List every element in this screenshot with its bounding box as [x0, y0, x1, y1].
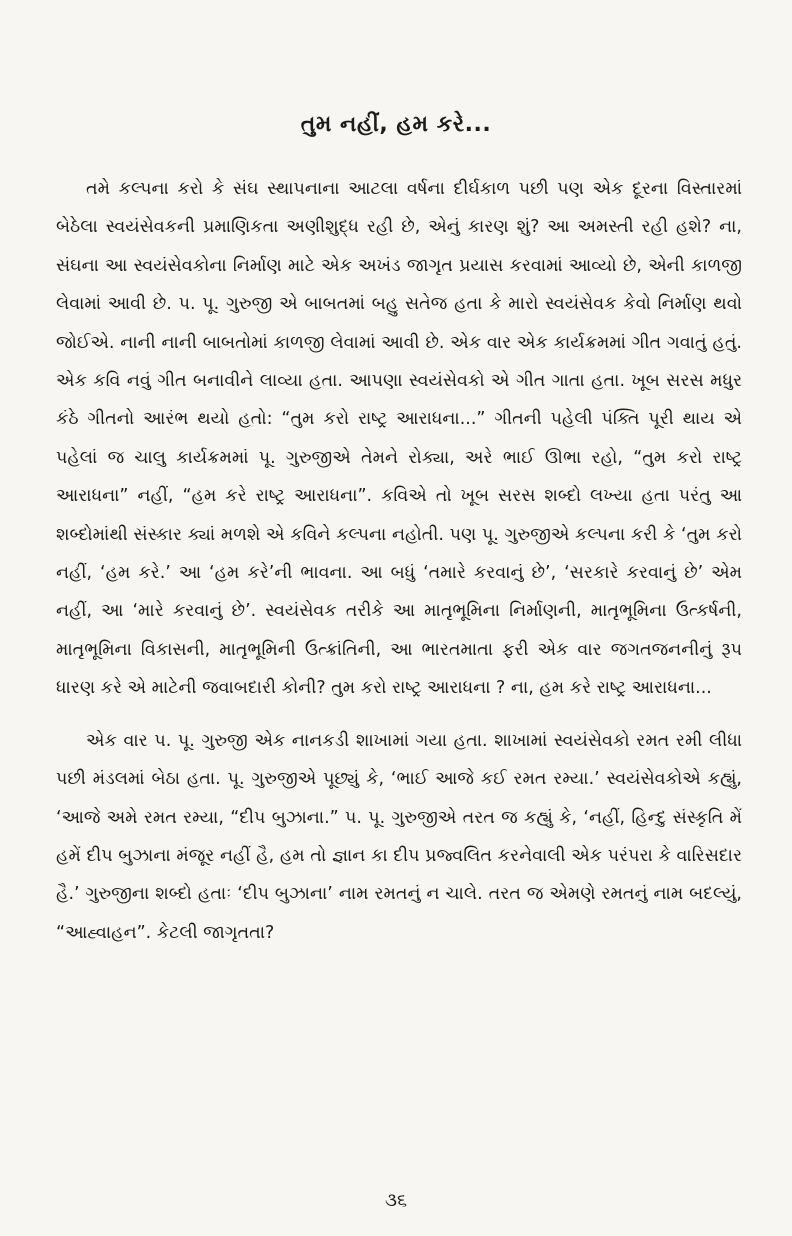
body-text	[56, 170, 742, 952]
paragraph-2: એક વાર પ. પૂ. ગુરુજી એક નાનકડી શાખામાં ગયા હતા. શાખામાં સ્વયંસેવકો રમત રમી લીધા પછી મંડલમાં બેઠા હતા. પૂ. ગુરુજીએ પૂછ્યું કે, ‘ભાઈ આજે કઈ રમત રમ્યા.’ સ્વયંસેવકોએ કહ્યું, ‘આજે અમે રમત રમ્યા, “દીપ બુઝાના.” પ. પૂ. ગુરુજીએ તરત જ કહ્યું કે, ‘નહીં, હિન્દુ સંસ્કૃતિ મેં હમેં દીપ બુઝાના મંજૂર નહીં હૈ, હમ તો જ્ઞાન કા દીપ પ્રજ્વલિત કરનેવાલી એક પરંપરા કે વારિસદાર હૈ.’ ગુરુજીના શબ્દો હતાઃ ‘દીપ બુઝાના’ નામ રમતનું ન ચાલે. તરત જ એમણે રમતનું નામ બદલ્યું, “આહ્વાહન”. કેટલી જાગૃતતા?	[56, 730, 742, 943]
page-title: તુમ નહીં, હમ કરે...	[300, 112, 492, 137]
paragraph-1: તમે કલ્પના કરો કે સંઘ સ્થાપનાના આટલા વર્ષના દીર્ઘકાળ પછી પણ એક દૂરના વિસ્તારમાં બેઠેલા સ્વયંસેવકની પ્રમાણિકતા અણીશુદ્ધ રહી છે, એનું કારણ શું? આ અમસ્તી રહી હશે? ના, સંઘના આ સ્વયંસેવકોના નિર્માણ માટે એક અખંડ જાગૃત પ્રયાસ કરવામાં આવ્યો છે, એની કાળજી લેવામાં આવી છે. પ. પૂ. ગુરુજી એ બાબતમાં બહુ સતેજ હતા કે મારો સ્વયંસેવક કેવો નિર્માણ થવો જોઈએ. નાની નાની બાબતોમાં કાળજી લેવામાં આવી છે. એક વાર એક કાર્યક્રમમાં ગીત ગવાતું હતું. એક કવિ નવું ગીત બનાવીને લાવ્યા હતા. આપણા સ્વયંસેવકો એ ગીત ગાતા હતા. ખૂબ સરસ મધુર કંઠે ગીતનો આરંભ થયો હતો: “તુમ કરો રાષ્ટ્ર આરાધના...” ગીતની પહેલી પંક્તિ પૂરી થાય એ પહેલાં જ ચાલુ કાર્યક્રમમાં પૂ. ગુરુજીએ તેમને રોક્યા, અરે ભાઈ ઊભા રહો, “તુમ કરો રાષ્ટ્ર આરાધના” નહીં, “હમ કરે રાષ્ટ્ર આરાધના”. કવિએ તો ખૂબ સરસ શબ્દો લખ્યા હતા પરંતુ આ શબ્દોમાંથી સંસ્કાર ક્યાં મળશે એ કવિને કલ્પના નહોતી. પણ પૂ. ગુરુજીએ કલ્પના કરી કે ‘તુમ કરો નહીં, ‘હમ કરે.’ આ ‘હમ કરે’ની ભાવના. આ બધું ‘તમારે કરવાનું છે’, ‘સરકારે કરવાનું છે’ એમ નહીં, આ ‘મારે કરવાનું છે’. સ્વયંસેવક તરીકે આ માતૃભૂમિના નિર્માણની, માતૃભૂમિના ઉત્કર્ષની, માતૃભૂમિના વિકાસની, માતૃભૂમિની ઉત્ક્રાંતિની, આ ભારતમાતા ફરી એક વાર જગતજનનીનું રૂપ ધારણ કરે એ માટેની જવાબદારી કોની? તુમ કરો રાષ્ટ્ર આરાધના ? ના, હમ કરે રાષ્ટ્ર આરાધના...	[56, 179, 742, 699]
page-number: ૩૬	[384, 1190, 408, 1211]
